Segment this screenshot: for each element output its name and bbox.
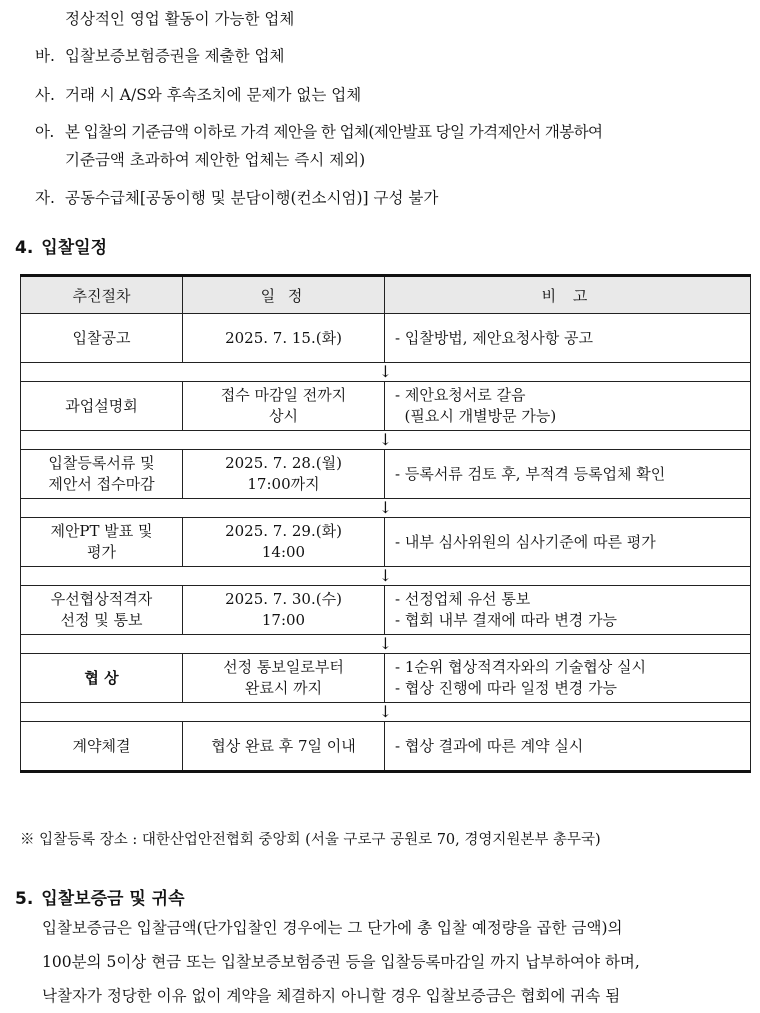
date-cell-line: 2025. 7. 28.(월): [225, 454, 342, 472]
intro-text: 정상적인 영업 활동이 가능한 업체: [65, 10, 295, 28]
section-4-heading: [15, 233, 107, 258]
section-5-heading: [15, 884, 185, 909]
intro-text: 거래 시 A/S와 후속조치에 문제가 없는 업체: [65, 86, 362, 104]
paragraph-line-2: 낙찰자가 정당한 이유 없이 계약을 체결하지 아니할 경우 입찰보증금은 협회에 귀속 됨: [42, 987, 621, 1005]
schedule-table: [20, 274, 751, 773]
note-cell-line: - 입찰방법, 제안요청사항 공고: [395, 328, 594, 347]
step-cell-line: 선정 및 통보: [60, 611, 143, 629]
date-cell: [183, 654, 385, 703]
date-cell: [183, 382, 385, 431]
step-cell: [21, 314, 183, 363]
intro-text: 공동수급체[공동이행 및 분담이행(컨소시엄)] 구성 불가: [65, 189, 439, 207]
intro-line-2: [35, 84, 361, 106]
step-cell: [21, 382, 183, 431]
table-row: [21, 518, 751, 567]
step-cell-line: 제안PT 발표 및: [50, 522, 153, 540]
date-cell-line: 선정 통보일로부터: [223, 658, 344, 676]
intro-marker: 사.: [35, 86, 55, 104]
section-number: 4.: [15, 238, 34, 258]
intro-marker: 자.: [35, 189, 55, 207]
table-row: [21, 654, 751, 703]
note-cell: [385, 722, 751, 772]
step-cell-line: 협 상: [84, 668, 119, 687]
date-cell-line: 2025. 7. 29.(화): [225, 522, 342, 540]
table-row: [21, 450, 751, 499]
date-cell: [183, 314, 385, 363]
date-cell: [183, 586, 385, 635]
date-cell-line: 2025. 7. 15.(화): [225, 328, 342, 347]
step-cell: [21, 586, 183, 635]
header-remarks: 비 고: [385, 276, 751, 314]
intro-text: 기준금액 초과하여 제안한 업체는 즉시 제외): [65, 151, 366, 169]
paragraph-line-0: 입찰보증금은 입찰금액(단가입찰인 경우에는 그 단가에 총 입찰 예정량을 곱한 금액)의: [42, 919, 623, 937]
intro-marker: 바.: [35, 47, 55, 65]
step-cell-line: 우선협상적격자: [50, 590, 153, 608]
header-schedule: 일 정: [183, 276, 385, 314]
step-cell: [21, 654, 183, 703]
step-cell: [21, 450, 183, 499]
flow-arrow-row: [21, 635, 751, 654]
section-number: 5.: [15, 889, 34, 909]
date-cell: [183, 722, 385, 772]
down-arrow-icon: ↓: [21, 567, 751, 586]
date-cell-line: 17:00: [261, 611, 306, 629]
note-cell: [385, 450, 751, 499]
date-cell-line: 협상 완료 후 7일 이내: [211, 736, 356, 755]
date-cell-line: 17:00까지: [247, 475, 320, 493]
note-cell-line: - 1순위 협상적격자와의 기술협상 실시: [395, 658, 647, 676]
footnote: ※ 입찰등록 장소 : 대한산업안전협회 중앙회 (서울 구로구 공원로 70, 경영지원본부 총무국): [20, 832, 601, 848]
intro-line-5: [35, 187, 438, 209]
flow-arrow-row: [21, 703, 751, 722]
down-arrow-icon: ↓: [21, 363, 751, 382]
header-procedure: 추진절차: [21, 276, 183, 314]
paragraph-line-1: 100분의 5이상 현금 또는 입찰보증보험증권 등을 입찰등록마감일 까지 납부하여야 하며,: [42, 953, 640, 971]
table-row: [21, 586, 751, 635]
section-title: 입찰일정: [41, 238, 107, 258]
note-cell-line: (필요시 개별방문 가능): [395, 407, 557, 425]
intro-line-0: [35, 8, 294, 30]
note-cell-line: - 등록서류 검토 후, 부적격 등록업체 확인: [395, 464, 666, 483]
down-arrow-icon: ↓: [21, 499, 751, 518]
date-cell-line: 14:00: [261, 543, 306, 561]
step-cell: [21, 722, 183, 772]
date-cell: [183, 518, 385, 567]
date-cell-line: 완료시 까지: [244, 679, 323, 697]
intro-text: 입찰보증보험증권을 제출한 업체: [65, 47, 285, 65]
flow-arrow-row: [21, 567, 751, 586]
flow-arrow-row: [21, 363, 751, 382]
step-cell-line: 평가: [87, 543, 116, 561]
table-header-row: [21, 276, 751, 314]
table-row: [21, 382, 751, 431]
date-cell: [183, 450, 385, 499]
down-arrow-icon: ↓: [21, 431, 751, 450]
intro-line-4: [35, 149, 365, 171]
table-row: [21, 314, 751, 363]
step-cell-line: 과업설명회: [65, 396, 138, 415]
note-cell-line: - 협상 진행에 따라 일정 변경 가능: [395, 679, 618, 697]
date-cell-line: 접수 마감일 전까지: [220, 386, 347, 404]
note-cell: [385, 654, 751, 703]
note-cell-line: - 내부 심사위원의 심사기준에 따른 평가: [395, 532, 656, 551]
date-cell-line: 상시: [269, 407, 298, 425]
step-cell-line: 입찰공고: [72, 328, 131, 347]
table-row: [21, 722, 751, 772]
intro-line-1: [35, 45, 284, 67]
step-cell-line: 제안서 접수마감: [48, 475, 155, 493]
flow-arrow-row: [21, 499, 751, 518]
intro-line-3: [35, 121, 602, 143]
flow-arrow-row: [21, 431, 751, 450]
step-cell-line: 입찰등록서류 및: [48, 454, 155, 472]
down-arrow-icon: ↓: [21, 703, 751, 722]
note-cell-line: - 제안요청서로 갈음: [395, 386, 526, 404]
note-cell-line: - 선정업체 유선 통보: [395, 590, 531, 608]
step-cell: [21, 518, 183, 567]
intro-text: 본 입찰의 기준금액 이하로 가격 제안을 한 업체(제안발표 당일 가격제안서 개봉하여: [65, 123, 603, 141]
note-cell-line: - 협회 내부 결재에 따라 변경 가능: [395, 611, 618, 629]
note-cell: [385, 586, 751, 635]
date-cell-line: 2025. 7. 30.(수): [225, 590, 342, 608]
note-cell-line: - 협상 결과에 따른 계약 실시: [395, 736, 584, 755]
note-cell: [385, 382, 751, 431]
note-cell: [385, 314, 751, 363]
note-cell: [385, 518, 751, 567]
step-cell-line: 계약체결: [72, 736, 131, 755]
section-title: 입찰보증금 및 귀속: [41, 889, 185, 909]
intro-marker: 아.: [35, 123, 54, 141]
down-arrow-icon: ↓: [21, 635, 751, 654]
